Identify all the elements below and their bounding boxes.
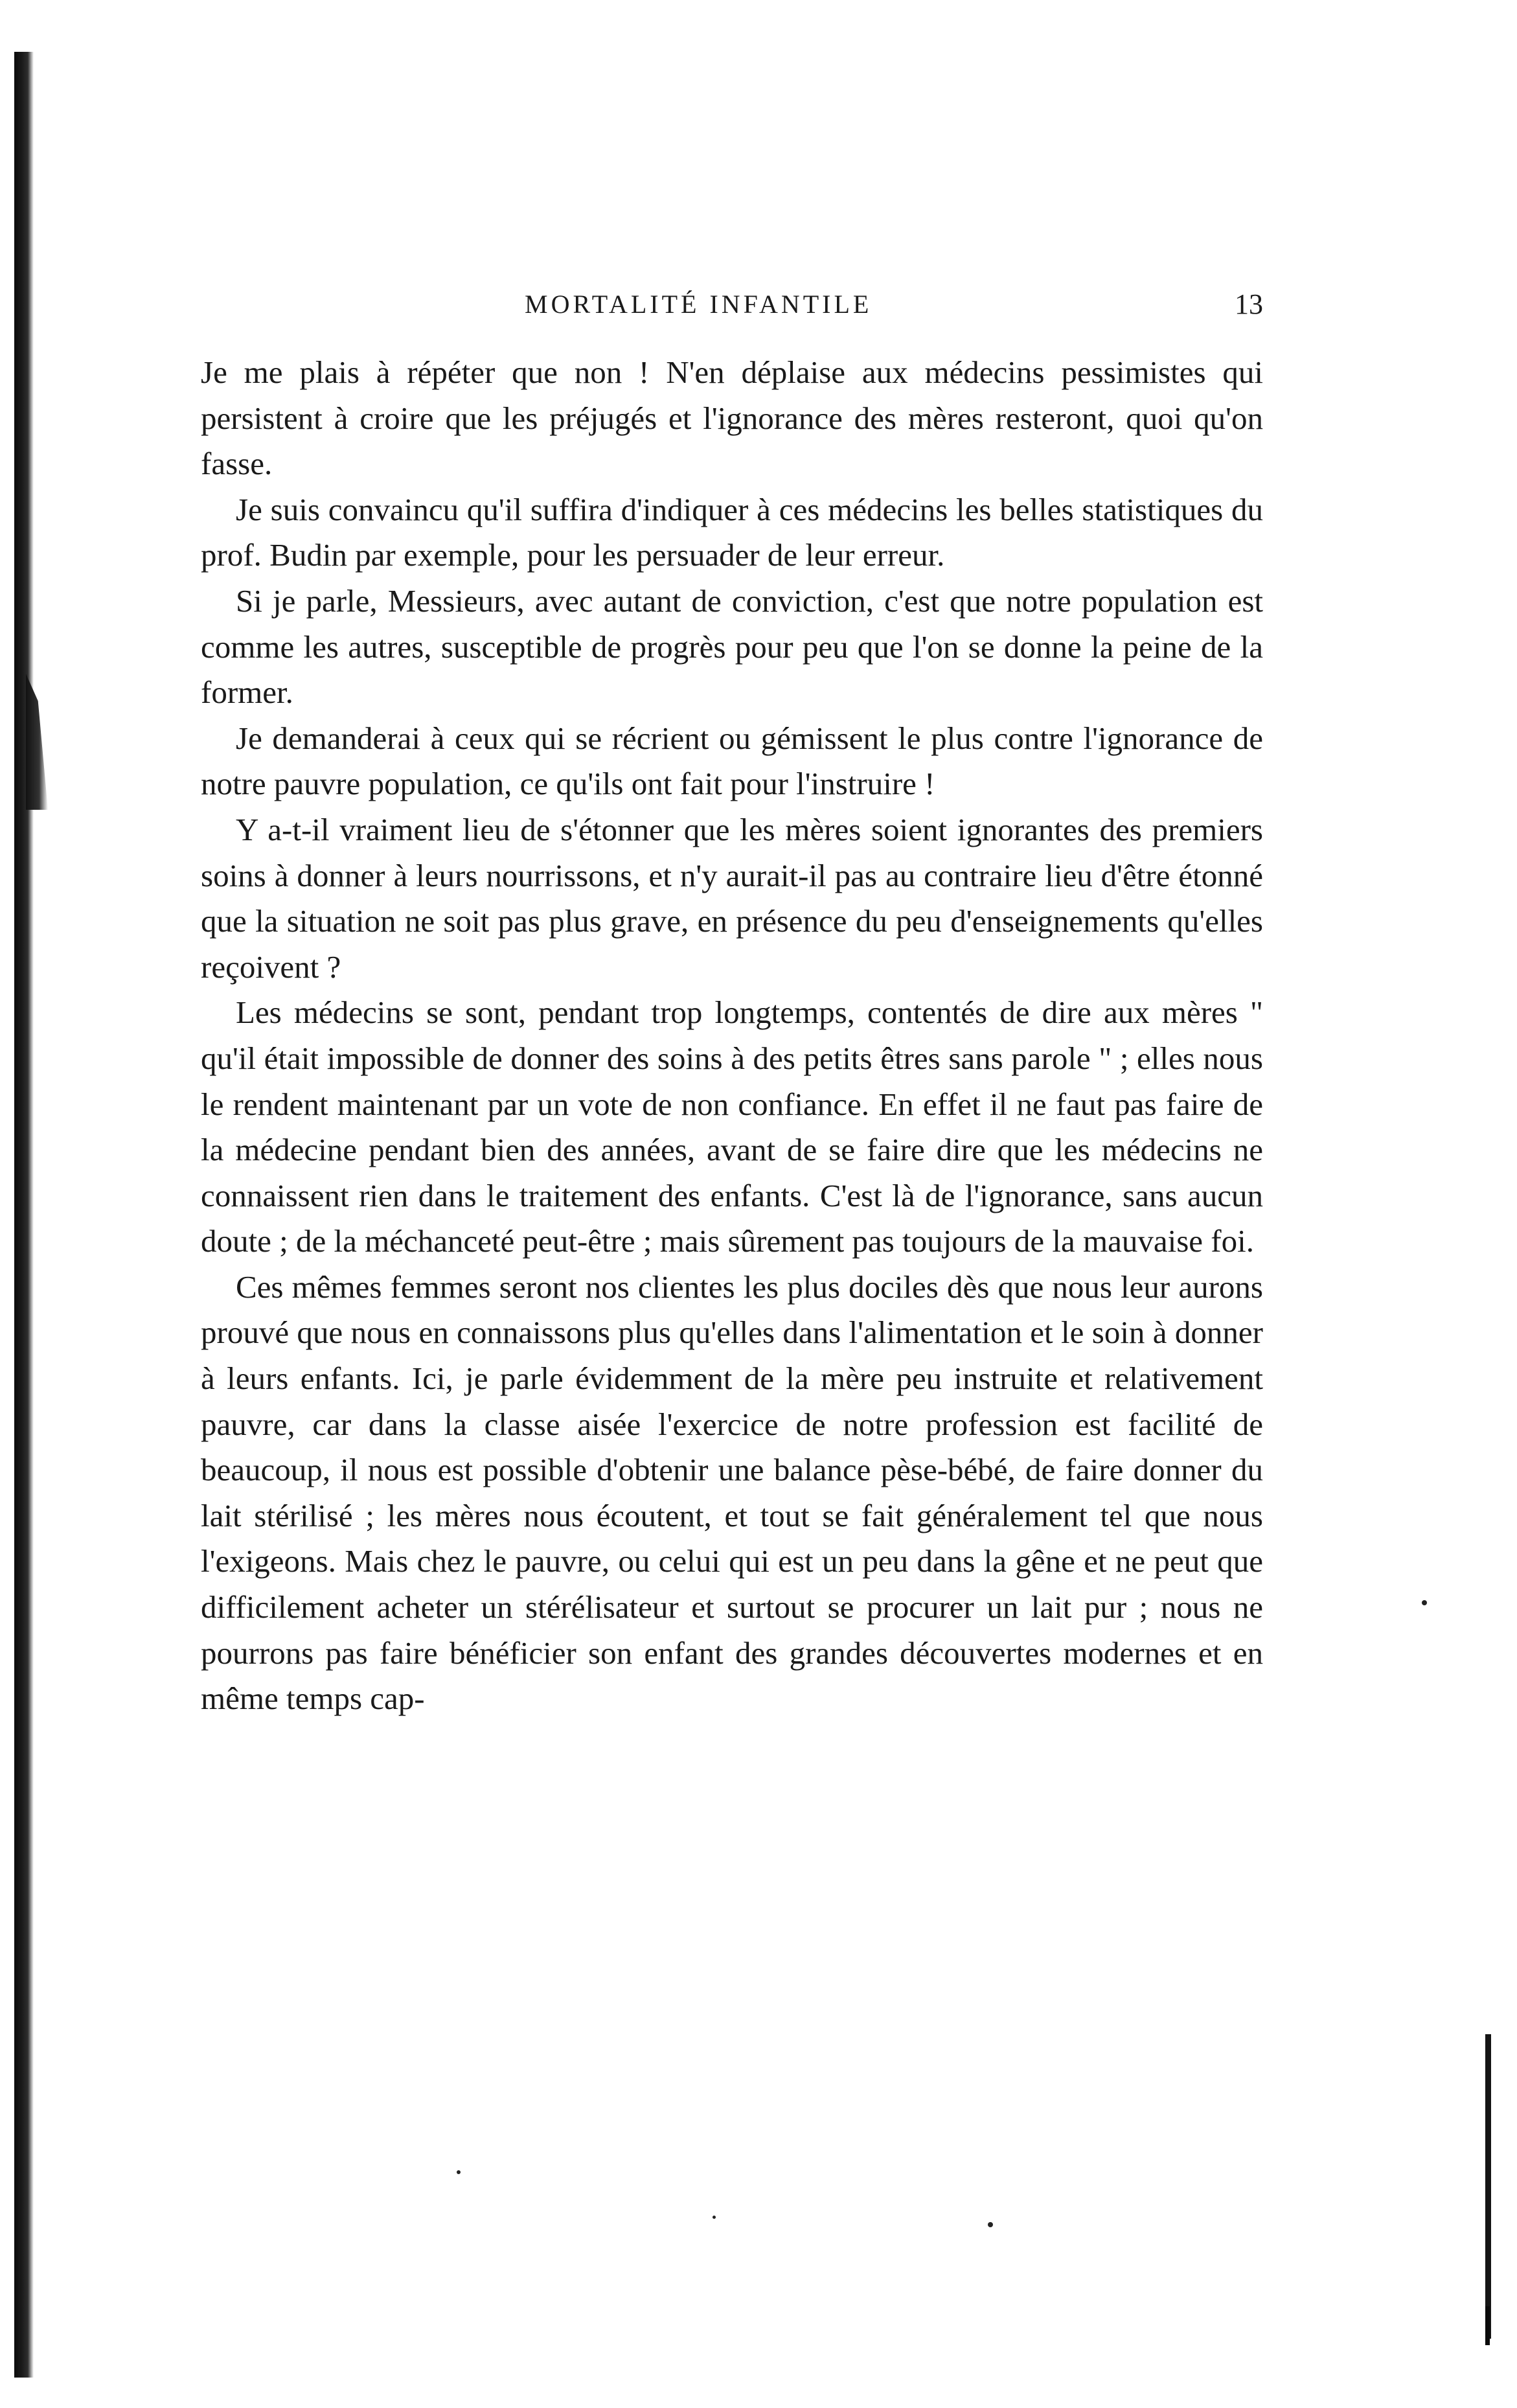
binding-shadow-right-tip [1485, 2306, 1490, 2345]
page-number: 13 [1235, 288, 1263, 320]
running-head: MORTALITÉ INFANTILE [525, 290, 873, 319]
binding-shadow-right [1485, 2034, 1491, 2339]
paragraph: Les médecins se sont, pendant trop longtemps, contentés de dire aux mères " qu'il était impossible de donner des soins à des petits êtres sans parole " ; elles nous le rendent maintenant par un vote de non confiance. En effet il ne faut pas faire de la médecine pendant bien des années, avant de se faire dire que les médecins ne connaissent rien dans le traitement des enfants. C'est là de l'ignorance, sans aucun doute ; de la méchanceté peut-être ; mais sûrement pas toujours de la mauvaise foi. [201, 994, 1263, 1259]
paragraph: Si je parle, Messieurs, avec autant de conviction, c'est que notre population est comme les autres, susceptible de progrès pour peu que l'on se donne la peine de la former. [201, 582, 1263, 711]
paragraph: Je me plais à répéter que non ! N'en déplaise aux médecins pessimistes qui persistent à croire que les préjugés et l'ignorance des mères resteront, quoi qu'on fasse. [201, 354, 1263, 482]
paragraph: Je demanderai à ceux qui se récrient ou gémissent le plus contre l'ignorance de notre pauvre population, ce qu'ils ont fait pour l'instruire ! [201, 720, 1263, 802]
paragraph: Ces mêmes femmes seront nos clientes les plus dociles dès que nous leur aurons prouvé que nous en connaissons plus qu'elles dans l'alimentation et le soin à donner à leurs enfants. Ici, je parle évidemment de la mère peu instruite et relativement pauvre, car dans la classe aisée l'exercice de notre profession est facilité de beaucoup, il nous est possible d'obtenir une balance pèse-bébé, de faire donner du lait stérilisé ; les mères nous écoutent, et tout se fait généralement tel que nous l'exigeons. Mais chez le pauvre, ou celui qui est un peu dans la gêne et ne peut que difficilement acheter un stérélisateur et surtout se procurer un lait pur ; nous ne pourrons pas faire bénéficier son enfant des grandes découvertes modernes et en même temps cap- [201, 1268, 1263, 1717]
scan-speck [457, 2170, 461, 2174]
binding-shadow-notch [26, 674, 48, 810]
scan-speck [988, 2222, 993, 2227]
body-text [201, 350, 1263, 1722]
scan-speck [713, 2216, 716, 2219]
paragraph: Je suis convaincu qu'il suffira d'indiquer à ces médecins les belles statistiques du prof. Budin par exemple, pour les persuader de leur erreur. [201, 491, 1263, 573]
page-header [201, 285, 1263, 324]
scan-speck [1422, 1600, 1427, 1605]
paragraph: Y a-t-il vraiment lieu de s'étonner que les mères soient ignorantes des premiers soins à donner à leurs nourrissons, et n'y aurait-il pas au contraire lieu d'être étonné que la situation ne soit pas plus grave, en présence du peu d'enseignements qu'elles reçoivent ? [201, 811, 1263, 985]
binding-shadow-left [14, 52, 34, 2378]
